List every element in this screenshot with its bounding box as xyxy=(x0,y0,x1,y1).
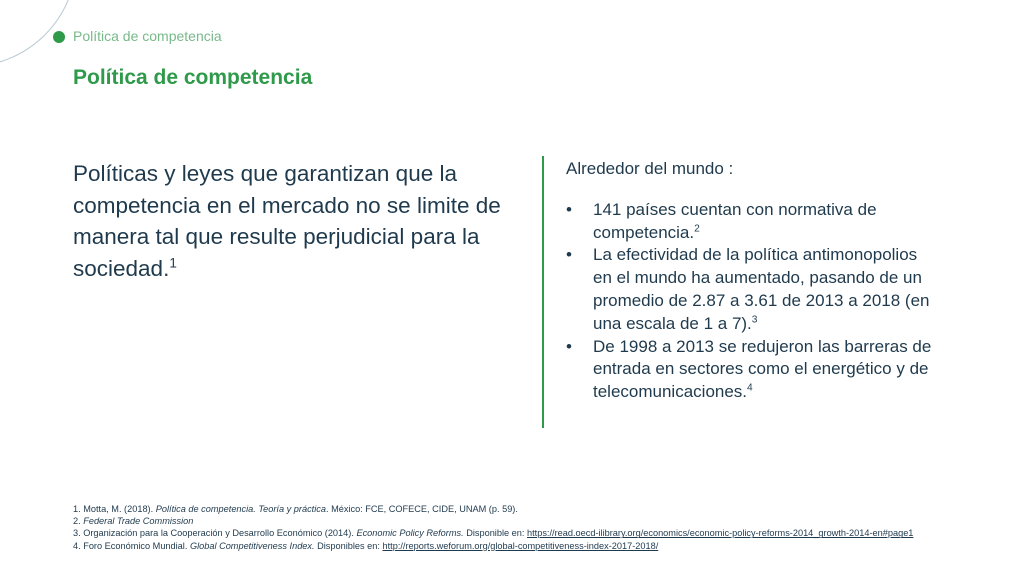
definition-body: Políticas y leyes que garantizan que la competencia en el mercado no se limite de manera tal que resulte perjudicial para la sociedad. xyxy=(73,161,501,281)
footnote-text: Disponible en: xyxy=(463,528,527,539)
footnote-text: 1. Motta, M. (2018). xyxy=(73,504,156,514)
page-title: Política de competencia xyxy=(73,66,313,89)
bullet-text: 141 países cuentan con normativa de competencia. xyxy=(593,199,877,242)
footnote-title: Global Competitiveness Index. xyxy=(189,540,315,551)
footnote-ref: 2 xyxy=(694,222,700,234)
list-item xyxy=(566,336,936,404)
decorative-arc xyxy=(0,0,77,67)
footnote-title: Economic Policy Reforms. xyxy=(356,528,464,539)
footnote-text: 4. Foro Económico Mundial. xyxy=(73,540,190,551)
green-dot-icon xyxy=(53,31,65,43)
footnotes xyxy=(73,503,1013,552)
bullet-text: La efectividad de la política antimonopolios en el mundo ha aumentado, pasando de un promedio de 2.87 a 3.61 de 2013 a 2018 (en una escala de 1 a 7). xyxy=(593,245,930,333)
footnote-ref: 4 xyxy=(747,382,753,394)
footnote-text: 2. xyxy=(73,516,84,527)
list-item xyxy=(566,244,936,335)
bullet-text: De 1998 a 2013 se redujeron las barreras de entrada en sectores como el energético y de telecomunicaciones. xyxy=(593,336,932,402)
footnote-text: 3. Organización para la Cooperación y Desarrollo Económico (2014). xyxy=(73,528,357,539)
bullet-icon: • xyxy=(566,199,572,219)
footnote-title: Federal Trade Commission xyxy=(83,516,194,527)
list-item xyxy=(566,199,936,245)
oecd-link[interactable]: https://read.oecd-ilibrary.org/economics/economic-policy-reforms-2014_growth-2014-en#page1 xyxy=(527,528,914,539)
weforum-link[interactable]: http://reports.weforum.org/global-competitiveness-index-2017-2018/ xyxy=(382,540,659,551)
footnote-title: Política de competencia. Teoría y práctica xyxy=(155,504,326,514)
breadcrumb: Política de competencia xyxy=(73,28,222,44)
world-bullet-list xyxy=(566,199,936,404)
world-heading: Alrededor del mundo : xyxy=(566,159,734,178)
footnote-ref: 3 xyxy=(751,314,758,326)
footnote-2 xyxy=(73,515,1013,527)
footnote-4 xyxy=(73,540,1013,552)
vertical-divider xyxy=(542,156,544,428)
footnote-text: . México: FCE, COFECE, CIDE, UNAM (p. 59). xyxy=(325,504,518,514)
world-facts-panel xyxy=(566,158,936,404)
footnote-1 xyxy=(73,503,1013,515)
definition-text xyxy=(73,158,533,284)
footnote-text: Disponibles en: xyxy=(314,540,383,551)
bullet-icon: • xyxy=(566,336,572,356)
bullet-icon: • xyxy=(566,245,572,265)
footnote-3 xyxy=(73,527,1013,539)
footnote-ref: 1 xyxy=(169,255,177,270)
